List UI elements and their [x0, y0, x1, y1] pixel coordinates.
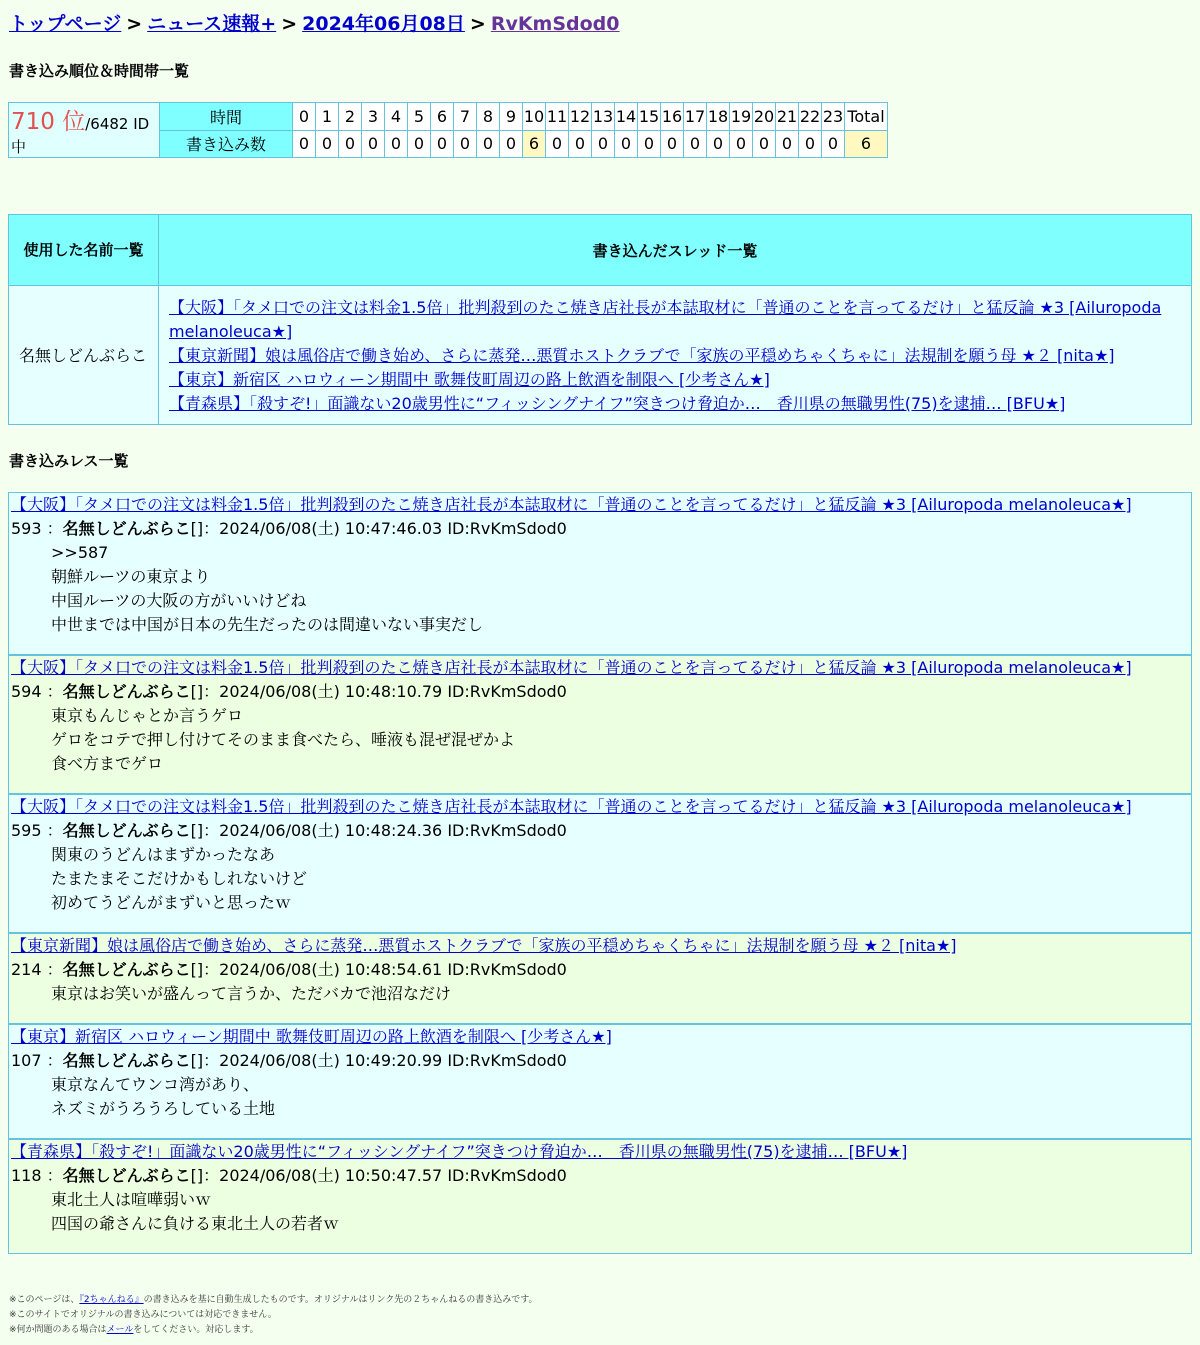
hour-header: 0: [293, 103, 316, 131]
post-meta: 214 ：名無しどんぶらこ[]：2024/06/08(土) 10:48:54.61 ID:RvKmSdod0: [11, 960, 567, 979]
hour-count: 0: [316, 130, 339, 158]
breadcrumb-separator: >: [126, 13, 143, 35]
post-body: [11, 1073, 1189, 1121]
post-body: [11, 704, 1189, 776]
post-line: 食べ方までゲロ: [51, 754, 164, 773]
post-line: 中世までは中国が日本の先生だったのは間違いない事実だし: [51, 615, 484, 634]
rank-heading: 書き込み順位＆時間帯一覧: [9, 62, 190, 80]
post: [8, 1024, 1192, 1139]
post-line: ネズミがうろうろしている土地: [51, 1099, 276, 1118]
hour-header: 3: [362, 103, 385, 131]
footer: [9, 1293, 538, 1338]
post: [8, 1139, 1192, 1254]
footer-text: ※このページは、: [9, 1295, 80, 1305]
footer-mail-link[interactable]: メール: [106, 1325, 134, 1335]
post-number: 595: [11, 821, 42, 840]
thread-link[interactable]: 【東京新聞】娘は風俗店で働き始め、さらに蒸発…悪質ホストクラブで「家族の平穏めちゃくちゃに」法規制を願う母 ★２ [nita★]: [169, 346, 1115, 365]
total-header: Total: [845, 103, 888, 131]
hour-header: 7: [454, 103, 477, 131]
post-body: [11, 1188, 1189, 1236]
breadcrumb-separator: >: [281, 13, 298, 35]
post-list: [8, 492, 1192, 1254]
hour-header: 10: [523, 103, 546, 131]
post-meta: 595 ：名無しどんぶらこ[]：2024/06/08(土) 10:48:24.36 ID:RvKmSdod0: [11, 821, 567, 840]
hour-count: 0: [408, 130, 431, 158]
post-line: 東京なんてウンコ湾があり、: [51, 1075, 260, 1094]
rank-cell: [9, 103, 160, 158]
footer-text: ※何か問題のある場合は: [9, 1325, 107, 1335]
used-name: 名無しどんぶらこ: [9, 286, 159, 425]
post-number: 107: [11, 1051, 42, 1070]
post: [8, 933, 1192, 1024]
post-line: 東北土人は喧嘩弱いｗ: [51, 1190, 212, 1209]
breadcrumb-board-link[interactable]: ニュース速報+: [147, 13, 277, 35]
thread-link[interactable]: 【青森県】「殺すぞ!」面識ない20歳男性に“フィッシングナイフ”突きつけ脅迫か… 香川県の無職男性(75)を逮捕… [BFU★]: [169, 394, 1066, 413]
hour-header: 16: [661, 103, 684, 131]
hour-count: 0: [477, 130, 500, 158]
hour-count: 0: [730, 130, 753, 158]
hour-header: 9: [500, 103, 523, 131]
hour-count: 6: [523, 130, 546, 158]
hour-count: 0: [500, 130, 523, 158]
hour-header: 4: [385, 103, 408, 131]
post-thread-link[interactable]: 【大阪】「タメ口での注文は料金1.5倍」批判殺到のたこ焼き店社長が本誌取材に「普通のことを言ってるだけ」と猛反論 ★3 [Ailuropoda melanoleuca★]: [11, 797, 1132, 816]
post-number: 214: [11, 960, 42, 979]
post-thread-link[interactable]: 【東京】新宿区 ハロウィーン期間中 歌舞伎町周辺の路上飲酒を制限へ [少考さん★]: [11, 1027, 612, 1046]
hour-count: 0: [822, 130, 845, 158]
post-author: 名無しどんぶらこ: [62, 821, 191, 840]
post-line: 四国の爺さんに負ける東北土人の若者ｗ: [51, 1214, 340, 1233]
post-author: 名無しどんぶらこ: [62, 682, 191, 701]
post-author: 名無しどんぶらこ: [62, 1166, 191, 1185]
post-body: [11, 982, 1189, 1006]
hour-count: 0: [707, 130, 730, 158]
footer-text: の書き込みを基に自動生成したものです。オリジナルはリンク先の２ちゃんねるの書き込みです。: [143, 1295, 538, 1305]
hour-count: 0: [339, 130, 362, 158]
hour-header: 11: [546, 103, 569, 131]
post-number: 594: [11, 682, 42, 701]
hour-header: 15: [638, 103, 661, 131]
hour-header: 17: [684, 103, 707, 131]
hour-count: 0: [638, 130, 661, 158]
post-line: >>587: [51, 543, 109, 562]
post-line: 初めてうどんがまずいと思ったｗ: [51, 893, 292, 912]
post: [8, 655, 1192, 794]
hour-count: 0: [799, 130, 822, 158]
post-thread-link[interactable]: 【大阪】「タメ口での注文は料金1.5倍」批判殺到のたこ焼き店社長が本誌取材に「普通のことを言ってるだけ」と猛反論 ★3 [Ailuropoda melanoleuca★]: [11, 658, 1132, 677]
post-author: 名無しどんぶらこ: [62, 1051, 191, 1070]
post-info: []：2024/06/08(土) 10:49:20.99 ID:RvKmSdod0: [190, 1051, 567, 1070]
post-author: 名無しどんぶらこ: [62, 519, 191, 538]
breadcrumb-separator: >: [469, 13, 486, 35]
thread-list: [159, 286, 1192, 425]
post-number: 593: [11, 519, 42, 538]
post-thread-link[interactable]: 【青森県】「殺すぞ!」面識ない20歳男性に“フィッシングナイフ”突きつけ脅迫か… 香川県の無職男性(75)を逮捕… [BFU★]: [11, 1142, 908, 1161]
breadcrumb-id-link[interactable]: RvKmSdod0: [490, 13, 620, 35]
post-line: ゲロをコテで押し付けてそのまま食べたら、唾液も混ぜ混ぜかよ: [51, 730, 516, 749]
post-meta: 594 ：名無しどんぶらこ[]：2024/06/08(土) 10:48:10.79 ID:RvKmSdod0: [11, 682, 567, 701]
hour-header: 19: [730, 103, 753, 131]
names-threads-table: [8, 214, 1192, 425]
post-info: []：2024/06/08(土) 10:48:24.36 ID:RvKmSdod0: [190, 821, 567, 840]
footer-text: をしてください。対応します。: [133, 1325, 259, 1335]
post-line: 東京はお笑いが盛んって言うか、ただバカで池沼なだけ: [51, 984, 452, 1003]
hour-count: 0: [776, 130, 799, 158]
breadcrumb-date-link[interactable]: 2024年06月08日: [302, 13, 465, 35]
res-heading: 書き込みレス一覧: [9, 452, 129, 470]
hour-count: 0: [385, 130, 408, 158]
hour-header: 5: [408, 103, 431, 131]
hour-header: 8: [477, 103, 500, 131]
hour-header: 1: [316, 103, 339, 131]
post-meta: 118 ：名無しどんぶらこ[]：2024/06/08(土) 10:50:47.57 ID:RvKmSdod0: [11, 1166, 567, 1185]
post: [8, 492, 1192, 655]
post-meta: 593 ：名無しどんぶらこ[]：2024/06/08(土) 10:47:46.03 ID:RvKmSdod0: [11, 519, 567, 538]
breadcrumb: [9, 9, 620, 36]
hour-header: 23: [822, 103, 845, 131]
hour-header: 2: [339, 103, 362, 131]
footer-line: [9, 1323, 538, 1338]
hour-count: 0: [293, 130, 316, 158]
hour-header: 6: [431, 103, 454, 131]
total-count: 6: [845, 130, 888, 158]
footer-line: ※このサイトでオリジナルの書き込みについては対応できません。: [9, 1310, 277, 1320]
post-info: []：2024/06/08(土) 10:48:10.79 ID:RvKmSdod0: [190, 682, 567, 701]
rank-total: /6482 ID中: [11, 115, 150, 156]
hour-count: 0: [684, 130, 707, 158]
threads-header: 書き込んだスレッド一覧: [159, 215, 1192, 286]
post-line: 関東のうどんはまずかったなあ: [51, 845, 276, 864]
hour-header: 20: [753, 103, 776, 131]
names-header: 使用した名前一覧: [9, 215, 159, 286]
thread-link[interactable]: 【大阪】「タメ口での注文は料金1.5倍」批判殺到のたこ焼き店社長が本誌取材に「普通のことを言ってるだけ」と猛反論 ★3 [Ailuropoda melanoleuca★]: [169, 298, 1162, 341]
post-number: 118: [11, 1166, 42, 1185]
count-label: 書き込み数: [160, 130, 293, 158]
hour-count: 0: [546, 130, 569, 158]
hour-count: 0: [454, 130, 477, 158]
hour-count: 0: [592, 130, 615, 158]
hour-count: 0: [362, 130, 385, 158]
footer-line: [9, 1293, 538, 1308]
post-info: []：2024/06/08(土) 10:47:46.03 ID:RvKmSdod0: [190, 519, 567, 538]
post-thread-link[interactable]: 【大阪】「タメ口での注文は料金1.5倍」批判殺到のたこ焼き店社長が本誌取材に「普通のことを言ってるだけ」と猛反論 ★3 [Ailuropoda melanoleuca★]: [11, 495, 1132, 514]
post-author: 名無しどんぶらこ: [62, 960, 191, 979]
post-info: []：2024/06/08(土) 10:50:47.57 ID:RvKmSdod0: [190, 1166, 567, 1185]
post-line: 中国ルーツの大阪の方がいいけどね: [51, 591, 307, 610]
hour-count: 0: [431, 130, 454, 158]
post-thread-link[interactable]: 【東京新聞】娘は風俗店で働き始め、さらに蒸発…悪質ホストクラブで「家族の平穏めちゃくちゃに」法規制を願う母 ★２ [nita★]: [11, 936, 957, 955]
post-body: [11, 541, 1189, 637]
post-info: []：2024/06/08(土) 10:48:54.61 ID:RvKmSdod0: [190, 960, 567, 979]
post-body: [11, 843, 1189, 915]
hour-count: 0: [753, 130, 776, 158]
rank-table: [8, 102, 888, 158]
hour-header: 13: [592, 103, 615, 131]
hour-header: 21: [776, 103, 799, 131]
time-label: 時間: [160, 103, 293, 131]
hour-count: 0: [569, 130, 592, 158]
hour-count: 0: [615, 130, 638, 158]
post-meta: 107 ：名無しどんぶらこ[]：2024/06/08(土) 10:49:20.99 ID:RvKmSdod0: [11, 1051, 567, 1070]
post-line: たまたまそこだけかもしれないけど: [51, 869, 308, 888]
footer-2ch-link[interactable]: 『2ちゃんねる』: [79, 1295, 144, 1305]
hour-header: 12: [569, 103, 592, 131]
hour-count: 0: [661, 130, 684, 158]
rank-position: 710 位: [11, 109, 86, 135]
post: [8, 794, 1192, 933]
post-line: 朝鮮ルーツの東京より: [51, 567, 211, 586]
post-line: 東京もんじゃとか言うゲロ: [51, 706, 244, 725]
hour-header: 22: [799, 103, 822, 131]
breadcrumb-top-link[interactable]: トップページ: [9, 13, 122, 35]
hour-header: 14: [615, 103, 638, 131]
thread-link[interactable]: 【東京】新宿区 ハロウィーン期間中 歌舞伎町周辺の路上飲酒を制限へ [少考さん★]: [169, 370, 770, 389]
hour-header: 18: [707, 103, 730, 131]
